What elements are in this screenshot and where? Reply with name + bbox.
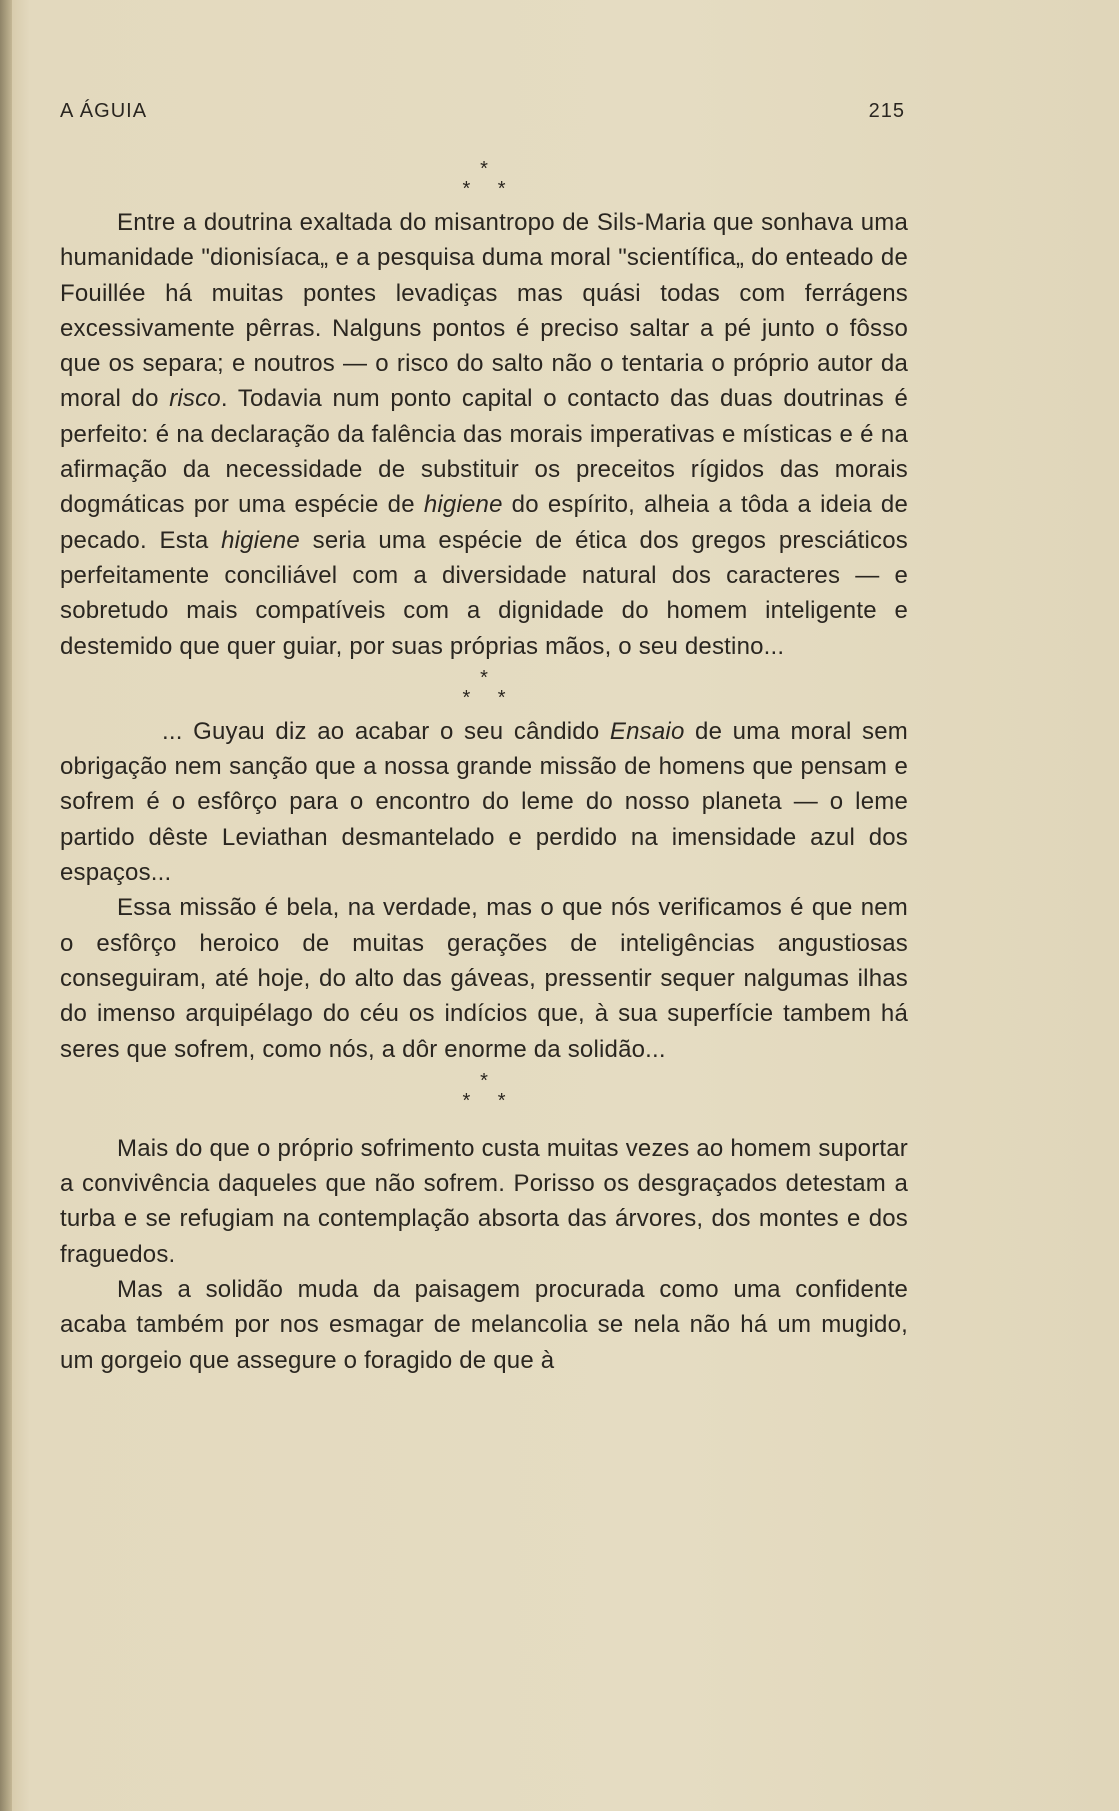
separator-star: * xyxy=(480,666,488,689)
page-number: 215 xyxy=(868,100,905,122)
section-separator xyxy=(60,1067,908,1131)
paragraph-solidao: Mas a solidão muda da paisagem procurada como uma confidente acaba também por nos esmagar de melancolia se nela não há um mugido, um gorgeio que assegure o foragido de que à xyxy=(60,1276,908,1374)
paragraph-guyau-ensaio xyxy=(60,714,908,890)
separator-stars: * * xyxy=(462,1089,506,1112)
emphasis-ensaio: Ensaio xyxy=(609,717,685,745)
separator-stars: * * xyxy=(462,178,506,200)
paragraph-nietzsche-guyau xyxy=(60,205,908,664)
separator-stars: * * xyxy=(462,686,506,709)
emphasis-higiene: higiene xyxy=(221,526,300,554)
page-spine-shadow xyxy=(0,0,12,1811)
separator-star: * xyxy=(480,158,488,180)
journal-title: A ÁGUIA xyxy=(60,100,148,122)
paragraph-sofrimento: Mais do que o próprio sofrimento custa muitas vezes ao homem suportar a convivência daqueles que não sofrem. Porisso os desgraçados detestam a turba e se refugiam na contemplação absorta das árvores, dos montes e dos fraguedos. xyxy=(60,1134,908,1268)
text-run: de uma moral sem obrigação nem sanção que a nossa grande missão de homens que pensam e sofrem é o esfôrço para o encontro do leme do nosso planeta — o leme partido dêste Leviathan desmantelado e perdido na imensidade azul dos espaços... xyxy=(60,717,908,887)
text-run: Entre a doutrina exaltada do misantropo de Sils-Maria que sonhava uma humanidade "dionisíaca„ e a pesquisa duma moral "scientífica„ do enteado de Fouillée há muitas pontes levadiças mas quási todas com ferrágens excessivamente pêrras. Nalguns pontos é preciso saltar a pé junto o fôsso que os separa; e noutros — o risco do salto não o tentaria o próprio autor da moral do xyxy=(60,209,908,413)
paragraph-missao: Essa missão é bela, na verdade, mas o que nós verificamos é que nem o esfôrço heroico de muitas gerações de inteligências angustiosas conseguiram, até hoje, do alto das gáveas, pressentir sequer nalgumas ilhas do imenso arquipélago do céu os indícios que, à sua superfície tambem há seres que sofrem, como nós, a dôr enorme da solidão... xyxy=(60,894,908,1063)
emphasis-higiene: higiene xyxy=(423,491,503,519)
text-run: . Todavia num ponto capital o contacto das duas doutrinas é perfeito: é na declaração da falência das morais imperativas e místicas e é na afirmação da necessidade de substituir os preceitos rígidos das morais dogmáticas por uma espécie de xyxy=(60,385,909,519)
text-run: ... Guyau diz ao acabar o seu cândido xyxy=(162,717,610,745)
separator-star: * xyxy=(480,1069,488,1092)
text-run: do espírito, alheia a tôda a ideia de pecado. Esta xyxy=(60,491,908,554)
text-block xyxy=(60,155,908,1378)
section-separator xyxy=(60,155,908,205)
section-separator xyxy=(60,664,908,714)
running-head xyxy=(60,100,905,134)
emphasis-risco: risco xyxy=(169,385,221,413)
text-run: seria uma espécie de ética dos gregos presciáticos perfeitamente conciliável com a diversidade natural dos caracteres — e sobretudo mais compatíveis com a dignidade do homem inteligente e destemido que quer guiar, por suas próprias mãos, o seu destino... xyxy=(60,526,908,660)
